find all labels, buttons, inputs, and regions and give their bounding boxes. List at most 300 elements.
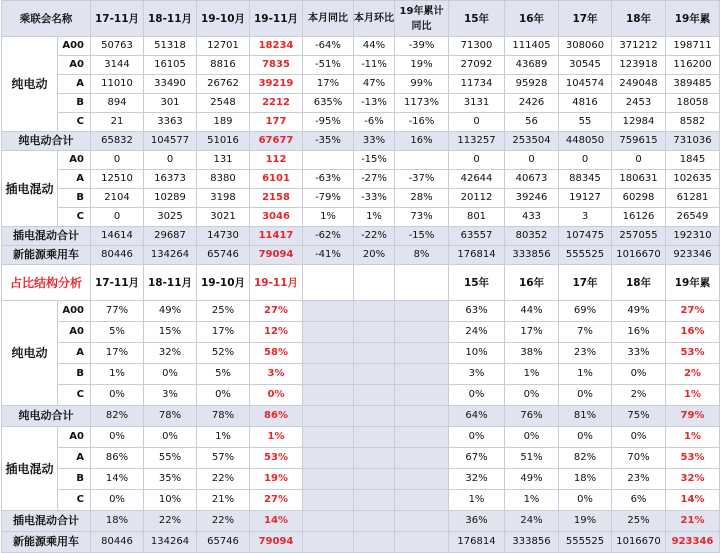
sales-table (1, 0, 720, 553)
grand-total-label: 新能源乘用车 (2, 532, 91, 553)
data-cell: 116200 (666, 56, 720, 75)
total-cell: 14730 (197, 227, 250, 246)
data-cell: 38% (505, 343, 559, 364)
data-cell: 53% (250, 448, 303, 469)
column-header: 本月环比 (354, 1, 395, 37)
total-cell: 33% (354, 132, 395, 151)
column-header: 15年 (449, 265, 505, 301)
data-cell: 63% (449, 301, 505, 322)
segment-label: A0 (58, 56, 91, 75)
segment-label: C (58, 208, 91, 227)
total-label: 纯电动合计 (2, 406, 91, 427)
data-cell: 47% (354, 75, 395, 94)
data-cell: 1173% (395, 94, 449, 113)
empty-cell (303, 265, 354, 301)
data-cell: 67% (449, 448, 505, 469)
data-cell: 0% (91, 385, 144, 406)
total-cell: 113257 (449, 132, 505, 151)
data-cell: 3021 (197, 208, 250, 227)
data-cell: 5% (91, 322, 144, 343)
grand-total-cell: 176814 (449, 246, 505, 265)
table-row (2, 113, 720, 132)
column-header: 19年累计同比 (395, 1, 449, 37)
data-cell: 18% (559, 469, 612, 490)
data-cell: 79% (666, 406, 720, 427)
data-cell: 2548 (197, 94, 250, 113)
data-cell: 0% (612, 427, 666, 448)
data-cell: 82% (559, 448, 612, 469)
data-cell: 3025 (144, 208, 197, 227)
total-cell: 16% (395, 132, 449, 151)
data-cell: 18% (91, 511, 144, 532)
column-header: 16年 (505, 265, 559, 301)
data-cell: 51318 (144, 37, 197, 56)
data-cell: 1% (354, 208, 395, 227)
data-cell: 1% (91, 364, 144, 385)
data-cell: -64% (303, 37, 354, 56)
data-cell: -95% (303, 113, 354, 132)
data-cell: 2104 (91, 189, 144, 208)
segment-label: A0 (58, 151, 91, 170)
data-cell: 12701 (197, 37, 250, 56)
data-cell: 923346 (666, 532, 720, 553)
data-cell: 801 (449, 208, 505, 227)
data-cell: 27% (666, 301, 720, 322)
data-cell: 86% (91, 448, 144, 469)
data-cell: 2% (612, 385, 666, 406)
empty-cell (303, 385, 354, 406)
data-cell: 0% (559, 385, 612, 406)
data-cell: 36% (449, 511, 505, 532)
data-cell: 15% (144, 322, 197, 343)
column-header: 19-11月 (250, 1, 303, 37)
table-row (2, 301, 720, 322)
data-cell: 77% (91, 301, 144, 322)
segment-label: C (58, 490, 91, 511)
data-cell: 0 (612, 151, 666, 170)
table-row (2, 385, 720, 406)
segment-label: A (58, 343, 91, 364)
data-cell: 10% (449, 343, 505, 364)
table-row (2, 189, 720, 208)
data-cell: -33% (354, 189, 395, 208)
data-cell: 30545 (559, 56, 612, 75)
data-cell: 71300 (449, 37, 505, 56)
data-cell: 177 (250, 113, 303, 132)
data-cell: -16% (395, 113, 449, 132)
data-cell: 249048 (612, 75, 666, 94)
total-cell: 63557 (449, 227, 505, 246)
data-cell: 18058 (666, 94, 720, 113)
total-label: 插电混动合计 (2, 227, 91, 246)
data-cell: 17% (303, 75, 354, 94)
total-cell: -22% (354, 227, 395, 246)
empty-cell (354, 490, 395, 511)
data-cell: -63% (303, 170, 354, 189)
total-cell: 104577 (144, 132, 197, 151)
data-cell: 1% (666, 385, 720, 406)
data-cell: 0 (505, 151, 559, 170)
empty-cell (354, 427, 395, 448)
total-cell: 11417 (250, 227, 303, 246)
data-cell: 16% (666, 322, 720, 343)
data-cell: 86% (250, 406, 303, 427)
segment-label: A (58, 170, 91, 189)
data-cell: 33% (612, 343, 666, 364)
segment-label: A0 (58, 427, 91, 448)
data-cell: 134264 (144, 532, 197, 553)
data-cell: 69% (559, 301, 612, 322)
data-cell: 3% (250, 364, 303, 385)
data-cell: 0% (612, 364, 666, 385)
segment-label: A00 (58, 301, 91, 322)
data-cell: 17% (505, 322, 559, 343)
column-header: 19年累 (666, 1, 720, 37)
data-cell: 78% (144, 406, 197, 427)
data-cell: 12% (250, 322, 303, 343)
data-cell: 10289 (144, 189, 197, 208)
data-cell: 4816 (559, 94, 612, 113)
total-cell: 67677 (250, 132, 303, 151)
data-cell: 102635 (666, 170, 720, 189)
total-row (2, 511, 720, 532)
data-cell: 19127 (559, 189, 612, 208)
data-cell: 7835 (250, 56, 303, 75)
data-cell: 18234 (250, 37, 303, 56)
data-cell: 1% (449, 490, 505, 511)
table-row (2, 37, 720, 56)
total-cell: 107475 (559, 227, 612, 246)
data-cell: 79094 (250, 532, 303, 553)
empty-cell (395, 343, 449, 364)
data-cell: 21% (197, 490, 250, 511)
data-cell: 1% (559, 364, 612, 385)
data-cell: 64% (449, 406, 505, 427)
empty-cell (354, 532, 395, 553)
data-cell: 2426 (505, 94, 559, 113)
empty-cell (354, 301, 395, 322)
table-row (2, 151, 720, 170)
total-cell: 448050 (559, 132, 612, 151)
data-cell: 55 (559, 113, 612, 132)
data-cell: 8816 (197, 56, 250, 75)
data-cell: -6% (354, 113, 395, 132)
data-cell: 19% (395, 56, 449, 75)
data-cell: 112 (250, 151, 303, 170)
empty-cell (303, 490, 354, 511)
data-cell: 39219 (250, 75, 303, 94)
total-cell: 14614 (91, 227, 144, 246)
data-cell: 65746 (197, 532, 250, 553)
table-row (2, 490, 720, 511)
table-row (2, 469, 720, 490)
data-cell: 0 (449, 113, 505, 132)
data-cell: 44% (354, 37, 395, 56)
table-row (2, 343, 720, 364)
empty-cell (354, 511, 395, 532)
data-cell: 1% (197, 427, 250, 448)
data-cell: 26762 (197, 75, 250, 94)
data-cell: 27% (250, 301, 303, 322)
total-label: 插电混动合计 (2, 511, 91, 532)
grand-total-cell: 1016670 (612, 246, 666, 265)
data-cell: 80446 (91, 532, 144, 553)
column-header: 19-10月 (197, 1, 250, 37)
column-header: 17年 (559, 265, 612, 301)
data-cell: 3144 (91, 56, 144, 75)
data-cell: 6101 (250, 170, 303, 189)
data-cell: 23% (612, 469, 666, 490)
total-row (2, 227, 720, 246)
empty-cell (354, 364, 395, 385)
data-cell: 301 (144, 94, 197, 113)
data-cell: -51% (303, 56, 354, 75)
empty-cell (303, 511, 354, 532)
empty-cell (395, 427, 449, 448)
data-cell: 111405 (505, 37, 559, 56)
total-cell: -62% (303, 227, 354, 246)
data-cell: -37% (395, 170, 449, 189)
data-cell: 894 (91, 94, 144, 113)
data-cell: 16105 (144, 56, 197, 75)
empty-cell (303, 301, 354, 322)
column-header: 17年 (559, 1, 612, 37)
empty-cell (395, 469, 449, 490)
table-row (2, 56, 720, 75)
data-cell (303, 151, 354, 170)
data-cell: 0% (144, 427, 197, 448)
segment-label: A0 (58, 322, 91, 343)
empty-cell (303, 406, 354, 427)
data-cell: 56 (505, 113, 559, 132)
data-cell: 1% (666, 427, 720, 448)
data-cell: 20112 (449, 189, 505, 208)
data-cell: 95928 (505, 75, 559, 94)
data-cell: 81% (559, 406, 612, 427)
data-cell: 0% (250, 385, 303, 406)
data-cell: 27092 (449, 56, 505, 75)
total-cell: 253504 (505, 132, 559, 151)
data-cell: 131 (197, 151, 250, 170)
empty-cell (354, 385, 395, 406)
segment-label: B (58, 364, 91, 385)
total-cell: -35% (303, 132, 354, 151)
data-cell: 58% (250, 343, 303, 364)
table-row (2, 448, 720, 469)
data-cell: 104574 (559, 75, 612, 94)
data-cell: 17% (91, 343, 144, 364)
data-cell: 3046 (250, 208, 303, 227)
column-header: 17-11月 (91, 265, 144, 301)
column-header: 本月同比 (303, 1, 354, 37)
data-cell: 3131 (449, 94, 505, 113)
data-cell: 198711 (666, 37, 720, 56)
column-header: 19-10月 (197, 265, 250, 301)
table-row (2, 75, 720, 94)
data-cell: 32% (666, 469, 720, 490)
data-cell: 8582 (666, 113, 720, 132)
data-cell: 123918 (612, 56, 666, 75)
data-cell: 55% (144, 448, 197, 469)
data-cell: 0% (91, 427, 144, 448)
total-cell: -15% (395, 227, 449, 246)
group-label: 纯电动 (2, 37, 58, 132)
header-row (2, 1, 720, 37)
total-cell: 192310 (666, 227, 720, 246)
data-cell: 555525 (559, 532, 612, 553)
data-cell: 25% (197, 301, 250, 322)
empty-cell (395, 490, 449, 511)
data-cell: 21% (666, 511, 720, 532)
empty-cell (354, 343, 395, 364)
data-cell: 40673 (505, 170, 559, 189)
data-cell: 70% (612, 448, 666, 469)
data-cell: 23% (559, 343, 612, 364)
data-cell: -13% (354, 94, 395, 113)
data-cell: 49% (612, 301, 666, 322)
grand-total-cell: 65746 (197, 246, 250, 265)
grand-total-cell: 333856 (505, 246, 559, 265)
empty-cell (395, 385, 449, 406)
segment-label: A (58, 75, 91, 94)
segment-label: B (58, 469, 91, 490)
data-cell (395, 151, 449, 170)
data-cell: 0% (144, 364, 197, 385)
data-cell: 3 (559, 208, 612, 227)
data-cell: 19% (559, 511, 612, 532)
data-cell: 49% (505, 469, 559, 490)
column-header: 19-11月 (250, 265, 303, 301)
segment-label: C (58, 113, 91, 132)
data-cell: 0% (559, 490, 612, 511)
data-cell: -27% (354, 170, 395, 189)
data-cell: 0% (449, 385, 505, 406)
column-header: 18-11月 (144, 1, 197, 37)
empty-cell (354, 265, 395, 301)
data-cell: 0 (449, 151, 505, 170)
data-cell: 371212 (612, 37, 666, 56)
empty-cell (354, 322, 395, 343)
data-cell: 22% (144, 511, 197, 532)
data-cell: 21 (91, 113, 144, 132)
segment-label: B (58, 94, 91, 113)
data-cell: 73% (395, 208, 449, 227)
segment-label: C (58, 385, 91, 406)
data-cell: 33490 (144, 75, 197, 94)
data-cell: 78% (197, 406, 250, 427)
total-row (2, 406, 720, 427)
data-cell: 44% (505, 301, 559, 322)
data-cell: 16% (612, 322, 666, 343)
data-cell: 7% (559, 322, 612, 343)
total-row (2, 132, 720, 151)
data-cell: 0% (505, 385, 559, 406)
data-cell: 22% (197, 511, 250, 532)
data-cell: -11% (354, 56, 395, 75)
column-header: 17-11月 (91, 1, 144, 37)
data-cell: 22% (197, 469, 250, 490)
data-cell: 50763 (91, 37, 144, 56)
data-cell: 60298 (612, 189, 666, 208)
column-header: 15年 (449, 1, 505, 37)
data-cell: 42644 (449, 170, 505, 189)
data-cell: 25% (612, 511, 666, 532)
data-cell: 88345 (559, 170, 612, 189)
data-cell: 1% (505, 490, 559, 511)
table-row (2, 427, 720, 448)
data-cell: 52% (197, 343, 250, 364)
grand-total-cell: 555525 (559, 246, 612, 265)
data-cell: 16126 (612, 208, 666, 227)
data-cell: 1845 (666, 151, 720, 170)
data-cell: 57% (197, 448, 250, 469)
total-cell: 257055 (612, 227, 666, 246)
total-cell: 51016 (197, 132, 250, 151)
empty-cell (303, 343, 354, 364)
data-cell: 27% (250, 490, 303, 511)
data-cell: 11010 (91, 75, 144, 94)
data-cell: 3% (449, 364, 505, 385)
share-section-title: 占比结构分析 (2, 265, 91, 301)
grand-total-cell: 923346 (666, 246, 720, 265)
table-row (2, 208, 720, 227)
data-cell: 333856 (505, 532, 559, 553)
empty-cell (303, 427, 354, 448)
empty-cell (354, 469, 395, 490)
data-cell: 53% (666, 343, 720, 364)
data-cell: 308060 (559, 37, 612, 56)
data-cell: 3% (144, 385, 197, 406)
data-cell: 189 (197, 113, 250, 132)
total-label: 纯电动合计 (2, 132, 91, 151)
data-cell: 2158 (250, 189, 303, 208)
data-cell: 19% (250, 469, 303, 490)
column-header: 16年 (505, 1, 559, 37)
segment-label: A00 (58, 37, 91, 56)
empty-cell (395, 511, 449, 532)
total-cell: 65832 (91, 132, 144, 151)
data-cell: 3363 (144, 113, 197, 132)
data-cell: 8380 (197, 170, 250, 189)
data-cell: 12510 (91, 170, 144, 189)
total-cell: 80352 (505, 227, 559, 246)
grand-total-cell: 8% (395, 246, 449, 265)
column-header: 18年 (612, 265, 666, 301)
grand-total-label: 新能源乘用车 (2, 246, 91, 265)
table-row (2, 170, 720, 189)
data-cell: 32% (449, 469, 505, 490)
share-header-row (2, 265, 720, 301)
empty-cell (354, 448, 395, 469)
segment-label: A (58, 448, 91, 469)
empty-cell (395, 265, 449, 301)
empty-cell (395, 448, 449, 469)
grand-total-row (2, 246, 720, 265)
data-cell: 0 (144, 151, 197, 170)
data-cell: 14% (666, 490, 720, 511)
segment-label: B (58, 189, 91, 208)
data-cell: 17% (197, 322, 250, 343)
data-cell: 176814 (449, 532, 505, 553)
data-cell: 433 (505, 208, 559, 227)
data-cell: 389485 (666, 75, 720, 94)
data-cell: 1% (505, 364, 559, 385)
data-cell: 14% (91, 469, 144, 490)
data-cell: 24% (449, 322, 505, 343)
data-cell: 0% (91, 490, 144, 511)
header-name: 乘联会名称 (2, 1, 91, 37)
data-cell: 6% (612, 490, 666, 511)
